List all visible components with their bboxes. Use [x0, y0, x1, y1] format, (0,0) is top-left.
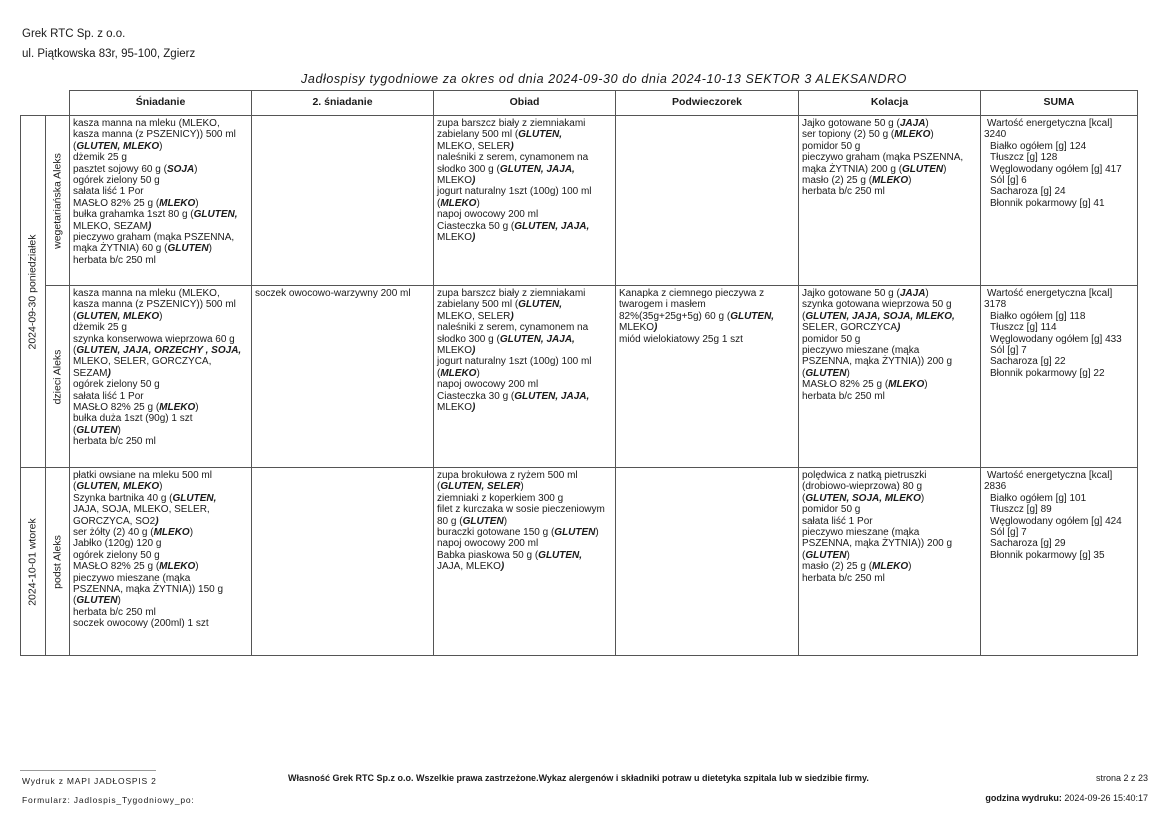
diet-name-cell	[46, 468, 70, 656]
energy-value: 3178	[984, 299, 1007, 311]
nutrient-line: Węglowodany ogółem [g] 433	[990, 333, 1122, 345]
meal-cell-lunch: zupa brokułowa z ryżem 500 ml (GLUTEN, SELER) ziemniaki z koperkiem 300 g filet z kurczaka w sosie pieczeniowym 80 g (GLUTEN) buraczki gotowane 150 g (GLUTEN) napoj owocowy 200 ml Babka piaskowa 50 g (GLUTEN, JAJA, MLEKO)	[434, 468, 616, 656]
energy-label: Wartość energetyczna [kcal]	[987, 470, 1113, 481]
nutrient-line: Węglowodany ogółem [g] 417	[990, 163, 1122, 175]
footer-print-time	[985, 793, 1148, 803]
footer-printout-source: Wydruk z MAPI JADŁOSPIS 2	[22, 776, 157, 786]
energy-value: 2836	[984, 481, 1007, 493]
nutrient-line: Sacharoza [g] 22	[990, 356, 1066, 368]
meal-cell-dinner: Jajko gotowane 50 g (JAJA) ser topiony (2) 50 g (MLEKO) pomidor 50 g pieczywo graham (mąka PSZENNA, mąka ŻYTNIA) 200 g (GLUTEN) masło (2) 25 g (MLEKO) herbata b/c 250 ml	[799, 116, 981, 286]
diet-name-label: podst Aleks	[50, 534, 63, 589]
day-date-cell	[21, 116, 46, 468]
nutrient-line: Błonnik pokarmowy [g] 35	[990, 549, 1105, 561]
column-header-second-breakfast: 2. śniadanie	[252, 91, 434, 116]
table-header-row	[21, 91, 1138, 116]
nutrient-line: Węglowodany ogółem [g] 424	[990, 515, 1122, 527]
header-blank-date	[21, 91, 46, 116]
day-date-label: 2024-10-01 wtorek	[26, 517, 39, 606]
nutrient-line: Tłuszcz [g] 114	[990, 322, 1057, 334]
column-header-afternoon-snack: Podwieczorek	[616, 91, 799, 116]
column-header-breakfast: Śniadanie	[70, 91, 252, 116]
meal-cell-afternoon-snack: Kanapka z ciemnego pieczywa z twarogem i masłem 82%(35g+25g+5g) 60 g (GLUTEN, MLEKO) miód wielokiatowy 25g 1 szt	[616, 286, 799, 468]
meal-cell-second-breakfast: soczek owocowo-warzywny 200 ml	[252, 286, 434, 468]
footer-print-time-value: 2024-09-26 15:40:17	[1064, 793, 1148, 803]
meal-cell-afternoon-snack	[616, 116, 799, 286]
table-row	[21, 116, 1138, 286]
meal-cell-second-breakfast	[252, 468, 434, 656]
energy-label: Wartość energetyczna [kcal]	[987, 118, 1113, 129]
nutrient-line: Białko ogółem [g] 124	[990, 140, 1087, 152]
diet-name-cell	[46, 286, 70, 468]
meal-cell-breakfast: płatki owsiane na mleku 500 ml (GLUTEN, MLEKO) Szynka bartnika 40 g (GLUTEN, JAJA, SOJA, MLEKO, SELER, GORCZYCA, SO2) ser żółty (2) 40 g (MLEKO) Jabłko (120g) 120 g ogórek zielony 50 g MASŁO 82% 25 g (MLEKO) pieczywo mieszane (mąka PSZENNA, mąka ŻYTNIA)) 150 g (GLUTEN) herbata b/c 250 ml soczek owocowy (200ml) 1 szt	[70, 468, 252, 656]
nutrition-summary-cell	[981, 468, 1138, 656]
nutrient-line: Sacharoza [g] 24	[990, 186, 1066, 198]
nutrient-line: Białko ogółem [g] 101	[990, 492, 1087, 504]
meal-cell-lunch: zupa barszcz biały z ziemniakami zabielany 500 ml (GLUTEN, MLEKO, SELER) naleśniki z serem, cynamonem na słodko 300 g (GLUTEN, JAJA, MLEKO) jogurt naturalny 1szt (100g) 100 ml (MLEKO) napoj owocowy 200 ml Ciasteczka 50 g (GLUTEN, JAJA, MLEKO)	[434, 116, 616, 286]
nutrient-line: Białko ogółem [g] 118	[990, 310, 1086, 322]
nutrient-line: Sól [g] 6	[990, 175, 1027, 187]
column-header-sum: SUMA	[981, 91, 1138, 116]
footer-ownership-notice: Własność Grek RTC Sp.z o.o. Wszelkie prawa zastrzeżone.Wykaz alergenów i składniki potraw u dietetyka szpitala lub w siedzibie firmy.	[288, 773, 869, 783]
table-row	[21, 468, 1138, 656]
meal-cell-dinner: Jajko gotowane 50 g (JAJA) szynka gotowana wieprzowa 50 g (GLUTEN, JAJA, SOJA, MLEKO, SELER, GORCZYCA) pomidor 50 g pieczywo mieszane (mąka PSZENNA, mąka ŻYTNIA)) 200 g (GLUTEN) MASŁO 82% 25 g (MLEKO) herbata b/c 250 ml	[799, 286, 981, 468]
table-row	[21, 286, 1138, 468]
nutrient-line: Tłuszcz [g] 128	[990, 152, 1058, 164]
header-blank-diet	[46, 91, 70, 116]
footer-divider	[20, 770, 156, 771]
weekly-menu-table	[20, 90, 1138, 656]
day-date-cell	[21, 468, 46, 656]
nutrition-summary-cell	[981, 116, 1138, 286]
meal-cell-breakfast: kasza manna na mleku (MLEKO, kasza manna (z PSZENICY)) 500 ml (GLUTEN, MLEKO) dżemik 25 g pasztet sojowy 60 g (SOJA) ogórek zielony 50 g sałata liść 1 Por MASŁO 82% 25 g (MLEKO) bułka grahamka 1szt 80 g (GLUTEN, MLEKO, SEZAM) pieczywo graham (mąka PSZENNA, mąka ŻYTNIA) 60 g (GLUTEN) herbata b/c 250 ml	[70, 116, 252, 286]
nutrient-line: Błonnik pokarmowy [g] 22	[990, 367, 1105, 379]
nutrient-line: Sacharoza [g] 29	[990, 538, 1066, 550]
company-name: Grek RTC Sp. z o.o.	[22, 28, 126, 40]
meal-cell-lunch: zupa barszcz biały z ziemniakami zabielany 500 ml (GLUTEN, MLEKO, SELER) naleśniki z serem, cynamonem na słodko 300 g (GLUTEN, JAJA, MLEKO) jogurt naturalny 1szt (100g) 100 ml (MLEKO) napoj owocowy 200 ml Ciasteczka 30 g (GLUTEN, JAJA, MLEKO)	[434, 286, 616, 468]
diet-name-cell	[46, 116, 70, 286]
nutrient-line: Sól [g] 7	[990, 527, 1027, 539]
nutrient-line: Tłuszcz [g] 89	[990, 504, 1052, 516]
nutrient-line: Sól [g] 7	[990, 345, 1027, 357]
diet-name-label: dzieci Aleks	[50, 349, 63, 404]
column-header-lunch: Obiad	[434, 91, 616, 116]
footer-page-number: strona 2 z 23	[1095, 773, 1148, 783]
company-address: ul. Piątkowska 83r, 95-100, Zgierz	[22, 48, 196, 60]
meal-cell-second-breakfast	[252, 116, 434, 286]
nutrition-summary-cell	[981, 286, 1138, 468]
column-header-dinner: Kolacja	[799, 91, 981, 116]
energy-label: Wartość energetyczna [kcal]	[987, 288, 1113, 299]
meal-cell-dinner: polędwica z natką pietruszki (drobiowo-wieprzowa) 80 g (GLUTEN, SOJA, MLEKO) pomidor 50 g sałata liść 1 Por pieczywo mieszane (mąka PSZENNA, mąka ŻYTNIA)) 200 g (GLUTEN) masło (2) 25 g (MLEKO) herbata b/c 250 ml	[799, 468, 981, 656]
footer-print-time-label: godzina wydruku:	[985, 793, 1062, 803]
diet-name-label: wegetariańska Aleks	[50, 152, 63, 249]
meal-cell-afternoon-snack	[616, 468, 799, 656]
day-date-label: 2024-09-30 poniedziałek	[26, 233, 39, 350]
document-title: Jadłospisy tygodniowe za okres od dnia 2024-09-30 do dnia 2024-10-13 SEKTOR 3 ALEKSANDRO	[301, 72, 907, 86]
nutrient-line: Błonnik pokarmowy [g] 41	[990, 197, 1105, 209]
meal-cell-breakfast: kasza manna na mleku (MLEKO, kasza manna (z PSZENICY)) 500 ml (GLUTEN, MLEKO) dżemik 25 g szynka konserwowa wieprzowa 60 g (GLUTEN, JAJA, ORZECHY , SOJA, MLEKO, SELER, GORCZYCA, SEZAM) ogórek zielony 50 g sałata liść 1 Por MASŁO 82% 25 g (MLEKO) bułka duża 1szt (90g) 1 szt (GLUTEN) herbata b/c 250 ml	[70, 286, 252, 468]
energy-value: 3240	[984, 129, 1007, 141]
footer-form-name: Formularz: Jadlospis_Tygodniowy_po:	[22, 795, 195, 805]
